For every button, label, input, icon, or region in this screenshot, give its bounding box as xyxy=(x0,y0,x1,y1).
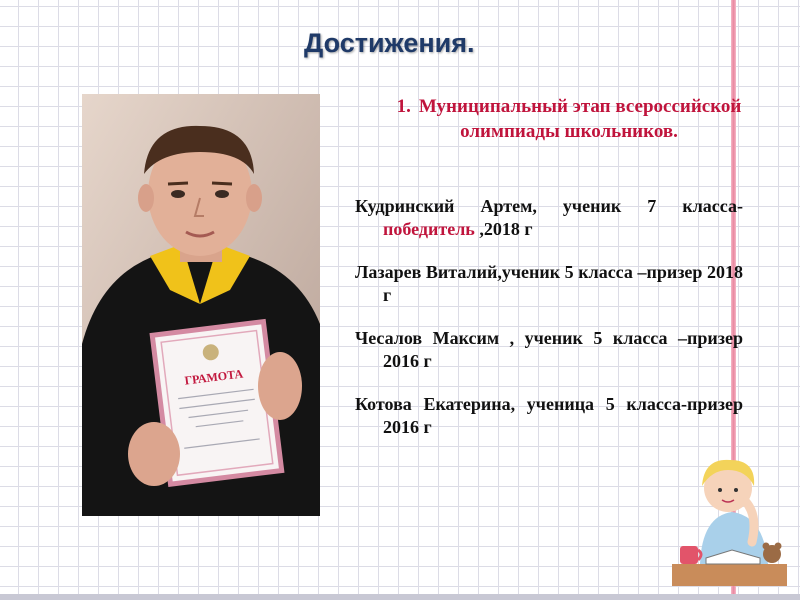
list-item xyxy=(355,195,743,241)
bottom-band xyxy=(0,594,800,600)
entry-text: Лазарев Виталий,ученик 5 класса –призер 2018 г xyxy=(355,262,743,305)
photo-illustration xyxy=(82,94,320,516)
entry-text-end: ,2018 г xyxy=(474,219,533,239)
heading-text: Муниципальный этап всероссийской олимпиады школьников. xyxy=(418,96,742,142)
student-photo xyxy=(82,94,320,516)
olympiad-heading xyxy=(395,94,743,144)
slide-title: Достижения. xyxy=(304,28,475,58)
girl-reading-clipart xyxy=(672,446,787,586)
list-item xyxy=(355,261,743,307)
entry-text: Чесалов Максим , ученик 5 класса –призер 2016 г xyxy=(355,328,743,371)
entry-text: Кудринский Артем, ученик 7 класса- xyxy=(355,196,743,216)
heading-number: 1. xyxy=(396,96,411,117)
entry-text: Котова Екатерина, ученица 5 класса-призер 2016 г xyxy=(355,394,743,437)
list-item xyxy=(355,327,743,373)
entry-highlight: победитель xyxy=(383,219,475,239)
achievements-list xyxy=(355,195,743,459)
certificate-label: ГРАМОТА xyxy=(183,366,244,388)
list-item xyxy=(355,393,743,439)
